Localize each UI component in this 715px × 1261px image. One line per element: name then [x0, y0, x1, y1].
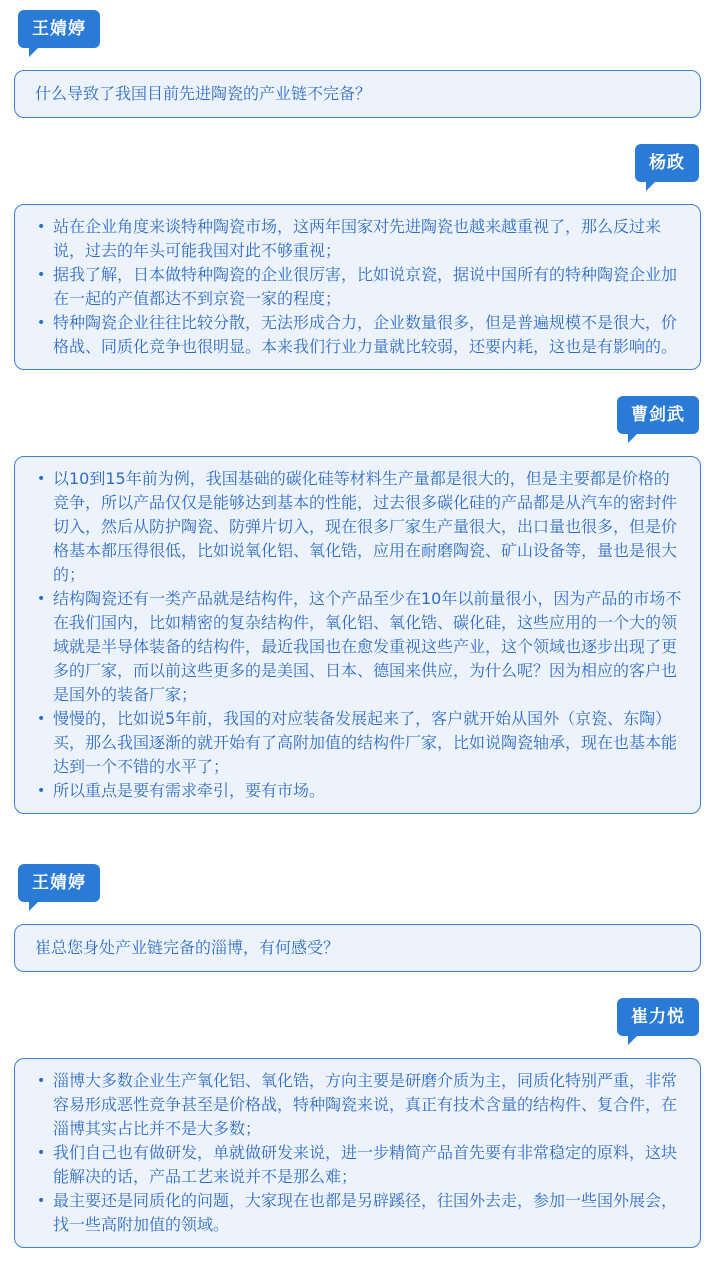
speaker-badge-row — [14, 396, 701, 434]
bullet-list — [35, 467, 682, 803]
speaker-badge: 王婧婷 — [18, 10, 100, 48]
speaker-badge: 曹剑武 — [617, 396, 699, 434]
bullet-item: • 特种陶瓷企业往往比较分散，无法形成合力，企业数量很多，但是普遍规模不是很大，价格战、同质化竞争也很明显。本来我们行业力量就比较弱，还要内耗，这也是有影响的。 — [35, 311, 682, 359]
message-bubble — [14, 456, 701, 814]
bullet-item: • 所以重点是要有需求牵引，要有市场。 — [35, 779, 682, 803]
message-group-question-1 — [14, 10, 701, 118]
bullet-item: • 结构陶瓷还有一类产品就是结构件，这个产品至少在10年以前量很小，因为产品的市场不在我们国内，比如精密的复杂结构件，氧化铝、氧化锆、碳化硅，这些应用的一个大的领域就是半导体装备的结构件，最近我国也在愈发重视这些产业，这个领域也逐步出现了更多的厂家，而以前这些更多的是美国、日本、德国来供应，为什么呢？因为相应的客户也是国外的装备厂家； — [35, 587, 682, 707]
bullet-item: • 淄博大多数企业生产氧化铝、氧化锆，方向主要是研磨介质为主，同质化特别严重，非常容易形成恶性竞争甚至是价格战，特种陶瓷来说，真正有技术含量的结构件、复合件，在淄博其实占比并不是大多数； — [35, 1069, 682, 1141]
message-bubble — [14, 70, 701, 118]
bullet-item: • 站在企业角度来谈特种陶瓷市场，这两年国家对先进陶瓷也越来越重视了，那么反过来说，过去的年头可能我国对此不够重视； — [35, 215, 682, 263]
bullet-item: • 据我了解，日本做特种陶瓷的企业很厉害，比如说京瓷，据说中国所有的特种陶瓷企业加在一起的产值都达不到京瓷一家的程度； — [35, 263, 682, 311]
bullet-list — [35, 1069, 682, 1237]
message-bubble — [14, 204, 701, 370]
speaker-badge-row — [14, 864, 701, 902]
speaker-badge: 王婧婷 — [18, 864, 100, 902]
bullet-item: • 慢慢的，比如说5年前，我国的对应装备发展起来了，客户就开始从国外（京瓷、东陶）买，那么我国逐渐的就开始有了高附加值的结构件厂家，比如说陶瓷轴承，现在也基本能达到一个不错的水平了； — [35, 707, 682, 779]
bullet-item: • 以10到15年前为例，我国基础的碳化硅等材料生产量都是很大的，但是主要都是价格的竞争，所以产品仅仅是能够达到基本的性能，过去很多碳化硅的产品都是从汽车的密封件切入，然后从防护陶瓷、防弹片切入，现在很多厂家生产量很大，出口量也很多，但是价格基本都压得很低，比如说氧化铝、氧化锆，应用在耐磨陶瓷、矿山设备等，量也是很大的； — [35, 467, 682, 587]
speaker-badge-row — [14, 998, 701, 1036]
message-group-answer-1 — [14, 144, 701, 370]
bullet-item: • 最主要还是同质化的问题，大家现在也都是另辟蹊径，往国外去走，参加一些国外展会，找一些高附加值的领域。 — [35, 1189, 682, 1237]
bullet-item: • 我们自己也有做研发，单就做研发来说，进一步精简产品首先要有非常稳定的原料，这块能解决的话，产品工艺来说并不是那么难； — [35, 1141, 682, 1189]
bullet-list — [35, 215, 682, 359]
message-text: 什么导致了我国目前先进陶瓷的产业链不完备？ — [35, 84, 372, 103]
speaker-badge: 杨政 — [635, 144, 699, 182]
speaker-badge-row — [14, 10, 701, 48]
speaker-badge-row — [14, 144, 701, 182]
message-group-question-2 — [14, 864, 701, 972]
message-group-answer-3 — [14, 998, 701, 1248]
message-bubble — [14, 1058, 701, 1248]
message-group-answer-2 — [14, 396, 701, 814]
message-bubble — [14, 924, 701, 972]
message-text: 崔总您身处产业链完备的淄博，有何感受？ — [35, 938, 340, 957]
speaker-badge: 崔力悦 — [617, 998, 699, 1036]
